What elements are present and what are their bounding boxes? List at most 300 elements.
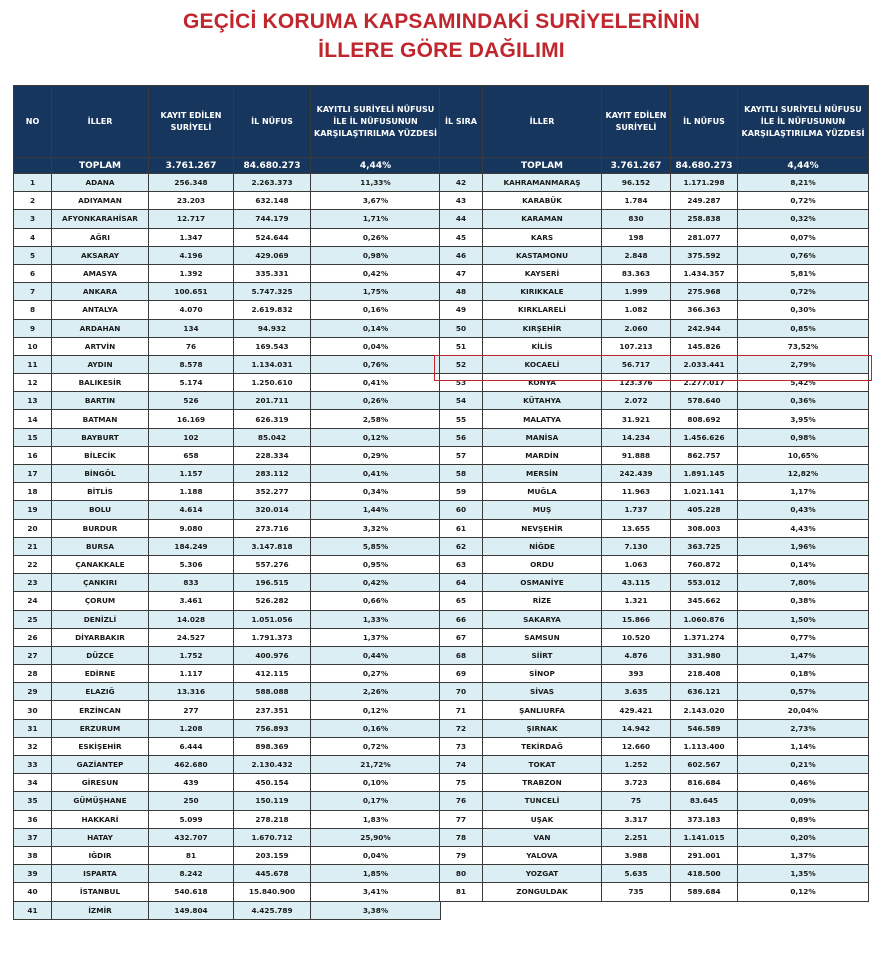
- row-no: 63: [440, 555, 483, 573]
- table-row: [440, 319, 869, 337]
- row-il: BURSA: [52, 537, 149, 555]
- row-kayit: 5.174: [149, 374, 234, 392]
- row-yuzde: 0,44%: [311, 646, 441, 664]
- row-yuzde: 5,85%: [311, 537, 441, 555]
- row-nufus: 228.334: [234, 446, 311, 464]
- row-no: 74: [440, 756, 483, 774]
- row-yuzde: 0,17%: [311, 792, 441, 810]
- row-il: DÜZCE: [52, 646, 149, 664]
- highlight-box: [434, 355, 872, 381]
- row-il: KIRŞEHİR: [483, 319, 602, 337]
- row-yuzde: 0,20%: [738, 828, 869, 846]
- table-row: [440, 810, 869, 828]
- row-nufus: 196.515: [234, 574, 311, 592]
- row-kayit: 43.115: [602, 574, 671, 592]
- row-il: KIRIKKALE: [483, 283, 602, 301]
- row-kayit: 9.080: [149, 519, 234, 537]
- row-no: 36: [14, 810, 52, 828]
- row-yuzde: 0,95%: [311, 555, 441, 573]
- row-no: 24: [14, 592, 52, 610]
- row-kayit: 184.249: [149, 537, 234, 555]
- row-nufus: 94.932: [234, 319, 311, 337]
- row-nufus: 553.012: [671, 574, 738, 592]
- row-yuzde: 0,38%: [738, 592, 869, 610]
- row-no: 14: [14, 410, 52, 428]
- row-il: KOCAELİ: [483, 355, 602, 373]
- row-nufus: 1.371.274: [671, 628, 738, 646]
- row-nufus: 2.130.432: [234, 756, 311, 774]
- header-row: [440, 86, 869, 158]
- row-yuzde: 0,77%: [738, 628, 869, 646]
- row-no: 81: [440, 883, 483, 901]
- row-yuzde: 0,32%: [738, 210, 869, 228]
- row-nufus: 450.154: [234, 774, 311, 792]
- row-yuzde: 0,42%: [311, 574, 441, 592]
- row-il: ADIYAMAN: [52, 192, 149, 210]
- row-nufus: 1.791.373: [234, 628, 311, 646]
- row-nufus: 400.976: [234, 646, 311, 664]
- total-blank: [14, 158, 52, 174]
- row-nufus: 808.692: [671, 410, 738, 428]
- row-il: İZMİR: [52, 901, 149, 919]
- row-il: KAYSERİ: [483, 264, 602, 282]
- row-yuzde: 0,12%: [738, 883, 869, 901]
- header-iller: İLLER: [483, 86, 602, 158]
- table-row: [14, 901, 441, 919]
- table-row: [440, 210, 869, 228]
- row-yuzde: 4,43%: [738, 519, 869, 537]
- table-row: [14, 701, 441, 719]
- row-no: 8: [14, 301, 52, 319]
- row-yuzde: 1,71%: [311, 210, 441, 228]
- total-label: TOPLAM: [52, 158, 149, 174]
- row-nufus: 258.838: [671, 210, 738, 228]
- row-yuzde: 0,66%: [311, 592, 441, 610]
- row-no: 27: [14, 646, 52, 664]
- row-yuzde: 10,65%: [738, 446, 869, 464]
- row-kayit: 149.804: [149, 901, 234, 919]
- row-kayit: 277: [149, 701, 234, 719]
- row-yuzde: 2,58%: [311, 410, 441, 428]
- row-kayit: 4.070: [149, 301, 234, 319]
- row-kayit: 439: [149, 774, 234, 792]
- row-il: ESKİŞEHİR: [52, 737, 149, 755]
- row-il: AMASYA: [52, 264, 149, 282]
- row-no: 31: [14, 719, 52, 737]
- table-row: [14, 283, 441, 301]
- row-kayit: 3.723: [602, 774, 671, 792]
- table-row: [14, 574, 441, 592]
- table-row: [14, 810, 441, 828]
- row-il: OSMANİYE: [483, 574, 602, 592]
- row-yuzde: 0,12%: [311, 701, 441, 719]
- table-row: [14, 646, 441, 664]
- table-row: [440, 192, 869, 210]
- row-no: 38: [14, 846, 52, 864]
- row-nufus: 281.077: [671, 228, 738, 246]
- table-row: [440, 719, 869, 737]
- row-kayit: 10.520: [602, 628, 671, 646]
- table-row: [440, 465, 869, 483]
- row-nufus: 1.060.876: [671, 610, 738, 628]
- row-no: 2: [14, 192, 52, 210]
- table-row: [14, 846, 441, 864]
- row-nufus: 201.711: [234, 392, 311, 410]
- row-kayit: 8.242: [149, 865, 234, 883]
- row-il: BİNGÖL: [52, 465, 149, 483]
- row-il: KÜTAHYA: [483, 392, 602, 410]
- row-yuzde: 0,34%: [311, 483, 441, 501]
- header-il-sira: İL SIRA: [440, 86, 483, 158]
- row-yuzde: 0,30%: [738, 301, 869, 319]
- table-row: [440, 592, 869, 610]
- row-nufus: 1.051.056: [234, 610, 311, 628]
- header-nufus: İL NÜFUS: [234, 86, 311, 158]
- row-kayit: 31.921: [602, 410, 671, 428]
- table-row: [440, 846, 869, 864]
- row-no: 7: [14, 283, 52, 301]
- row-il: ADANA: [52, 174, 149, 192]
- row-no: 32: [14, 737, 52, 755]
- row-nufus: 363.725: [671, 537, 738, 555]
- row-nufus: 429.069: [234, 246, 311, 264]
- row-nufus: 85.042: [234, 428, 311, 446]
- header-yuzde: KAYITLI SURİYELİ NÜFUSU İLE İL NÜFUSUNUN KARŞILAŞTIRILMA YÜZDESİ: [738, 86, 869, 158]
- total-kayit: 3.761.267: [149, 158, 234, 174]
- row-il: BURDUR: [52, 519, 149, 537]
- header-kayit: KAYIT EDİLEN SURİYELİ: [602, 86, 671, 158]
- row-yuzde: 2,79%: [738, 355, 869, 373]
- row-nufus: 898.369: [234, 737, 311, 755]
- row-kayit: 13.655: [602, 519, 671, 537]
- row-kayit: 11.963: [602, 483, 671, 501]
- table-row: [440, 483, 869, 501]
- row-no: 72: [440, 719, 483, 737]
- table-row: [440, 628, 869, 646]
- row-il: ARDAHAN: [52, 319, 149, 337]
- row-il: KARS: [483, 228, 602, 246]
- row-nufus: 283.112: [234, 465, 311, 483]
- row-kayit: 658: [149, 446, 234, 464]
- row-il: MANİSA: [483, 428, 602, 446]
- row-kayit: 3.988: [602, 846, 671, 864]
- row-no: 59: [440, 483, 483, 501]
- row-kayit: 526: [149, 392, 234, 410]
- row-kayit: 830: [602, 210, 671, 228]
- row-no: 41: [14, 901, 52, 919]
- row-il: VAN: [483, 828, 602, 846]
- table-row: [14, 392, 441, 410]
- table-row: [440, 428, 869, 446]
- row-no: 49: [440, 301, 483, 319]
- row-yuzde: 0,85%: [738, 319, 869, 337]
- row-no: 75: [440, 774, 483, 792]
- row-il: AKSARAY: [52, 246, 149, 264]
- row-nufus: 15.840.900: [234, 883, 311, 901]
- table-row: [14, 192, 441, 210]
- table-row: [440, 337, 869, 355]
- row-nufus: 636.121: [671, 683, 738, 701]
- row-yuzde: 1,37%: [738, 846, 869, 864]
- row-no: 30: [14, 701, 52, 719]
- row-il: YALOVA: [483, 846, 602, 864]
- row-il: TUNCELİ: [483, 792, 602, 810]
- row-il: ÇANKIRI: [52, 574, 149, 592]
- row-kayit: 1.737: [602, 501, 671, 519]
- table-row: [14, 865, 441, 883]
- row-kayit: 15.866: [602, 610, 671, 628]
- row-il: NEVŞEHİR: [483, 519, 602, 537]
- row-kayit: 23.203: [149, 192, 234, 210]
- row-no: 34: [14, 774, 52, 792]
- table-row: [440, 301, 869, 319]
- row-yuzde: 1,83%: [311, 810, 441, 828]
- row-nufus: 626.319: [234, 410, 311, 428]
- row-il: DİYARBAKIR: [52, 628, 149, 646]
- title-line-2: İLLERE GÖRE DAĞILIMI: [318, 39, 565, 62]
- table-row: [440, 264, 869, 282]
- row-yuzde: 0,72%: [738, 283, 869, 301]
- row-kayit: 91.888: [602, 446, 671, 464]
- row-nufus: 218.408: [671, 665, 738, 683]
- row-no: 4: [14, 228, 52, 246]
- row-kayit: 1.784: [602, 192, 671, 210]
- row-no: 40: [14, 883, 52, 901]
- row-il: KARAMAN: [483, 210, 602, 228]
- row-yuzde: 0,76%: [311, 355, 441, 373]
- row-nufus: 578.640: [671, 392, 738, 410]
- row-kayit: 12.717: [149, 210, 234, 228]
- row-yuzde: 1,47%: [738, 646, 869, 664]
- row-yuzde: 1,85%: [311, 865, 441, 883]
- table-row: [14, 410, 441, 428]
- table-row: [14, 883, 441, 901]
- table-row: [14, 355, 441, 373]
- row-kayit: 3.461: [149, 592, 234, 610]
- row-yuzde: 2,26%: [311, 683, 441, 701]
- row-il: SAMSUN: [483, 628, 602, 646]
- row-no: 60: [440, 501, 483, 519]
- row-kayit: 735: [602, 883, 671, 901]
- row-yuzde: 21,72%: [311, 756, 441, 774]
- row-nufus: 1.141.015: [671, 828, 738, 846]
- row-il: HAKKARİ: [52, 810, 149, 828]
- row-nufus: 816.684: [671, 774, 738, 792]
- row-il: GAZİANTEP: [52, 756, 149, 774]
- row-il: SİVAS: [483, 683, 602, 701]
- row-kayit: 4.614: [149, 501, 234, 519]
- row-il: YOZGAT: [483, 865, 602, 883]
- row-nufus: 588.088: [234, 683, 311, 701]
- row-yuzde: 1,37%: [311, 628, 441, 646]
- row-yuzde: 1,33%: [311, 610, 441, 628]
- row-il: BAYBURT: [52, 428, 149, 446]
- row-il: GÜMÜŞHANE: [52, 792, 149, 810]
- table-row: [14, 428, 441, 446]
- row-nufus: 242.944: [671, 319, 738, 337]
- row-nufus: 1.456.626: [671, 428, 738, 446]
- row-kayit: 8.578: [149, 355, 234, 373]
- row-il: TEKİRDAĞ: [483, 737, 602, 755]
- row-kayit: 75: [602, 792, 671, 810]
- table-row: [440, 392, 869, 410]
- table-row: [14, 465, 441, 483]
- row-nufus: 445.678: [234, 865, 311, 883]
- row-yuzde: 1,96%: [738, 537, 869, 555]
- row-yuzde: 1,44%: [311, 501, 441, 519]
- row-il: SİİRT: [483, 646, 602, 664]
- row-nufus: 1.250.610: [234, 374, 311, 392]
- row-no: 42: [440, 174, 483, 192]
- row-nufus: 273.716: [234, 519, 311, 537]
- row-no: 66: [440, 610, 483, 628]
- row-kayit: 432.707: [149, 828, 234, 846]
- row-no: 26: [14, 628, 52, 646]
- row-kayit: 1.063: [602, 555, 671, 573]
- row-no: 21: [14, 537, 52, 555]
- row-nufus: 145.826: [671, 337, 738, 355]
- row-yuzde: 0,26%: [311, 228, 441, 246]
- row-yuzde: 0,89%: [738, 810, 869, 828]
- row-yuzde: 1,17%: [738, 483, 869, 501]
- header-iller: İLLER: [52, 86, 149, 158]
- row-nufus: 249.287: [671, 192, 738, 210]
- total-nufus: 84.680.273: [671, 158, 738, 174]
- row-no: 61: [440, 519, 483, 537]
- table-row: [14, 537, 441, 555]
- row-nufus: 3.147.818: [234, 537, 311, 555]
- row-il: BİTLİS: [52, 483, 149, 501]
- row-il: ÇORUM: [52, 592, 149, 610]
- row-no: 58: [440, 465, 483, 483]
- row-kayit: 1.117: [149, 665, 234, 683]
- row-yuzde: 0,18%: [738, 665, 869, 683]
- header-nufus: İL NÜFUS: [671, 86, 738, 158]
- row-yuzde: 0,46%: [738, 774, 869, 792]
- row-kayit: 1.321: [602, 592, 671, 610]
- table-row: [14, 501, 441, 519]
- row-nufus: 546.589: [671, 719, 738, 737]
- total-row: [14, 158, 441, 174]
- row-nufus: 2.033.441: [671, 355, 738, 373]
- row-yuzde: 0,14%: [311, 319, 441, 337]
- row-nufus: 352.277: [234, 483, 311, 501]
- row-kayit: 1.347: [149, 228, 234, 246]
- row-kayit: 76: [149, 337, 234, 355]
- row-kayit: 429.421: [602, 701, 671, 719]
- row-kayit: 12.660: [602, 737, 671, 755]
- row-no: 68: [440, 646, 483, 664]
- row-il: AFYONKARAHİSAR: [52, 210, 149, 228]
- row-no: 35: [14, 792, 52, 810]
- row-no: 3: [14, 210, 52, 228]
- row-nufus: 2.143.020: [671, 701, 738, 719]
- row-nufus: 373.183: [671, 810, 738, 828]
- row-nufus: 1.670.712: [234, 828, 311, 846]
- row-kayit: 134: [149, 319, 234, 337]
- row-kayit: 833: [149, 574, 234, 592]
- row-kayit: 1.208: [149, 719, 234, 737]
- row-yuzde: 0,27%: [311, 665, 441, 683]
- row-il: MUŞ: [483, 501, 602, 519]
- row-yuzde: 0,98%: [738, 428, 869, 446]
- total-kayit: 3.761.267: [602, 158, 671, 174]
- row-kayit: 242.439: [602, 465, 671, 483]
- title-line-1: GEÇİCİ KORUMA KAPSAMINDAKİ SURİYELERİNİN: [182, 10, 701, 33]
- row-kayit: 1.252: [602, 756, 671, 774]
- table-row: [14, 774, 441, 792]
- row-nufus: 1.171.298: [671, 174, 738, 192]
- row-yuzde: 8,21%: [738, 174, 869, 192]
- row-il: KASTAMONU: [483, 246, 602, 264]
- table-row: [440, 537, 869, 555]
- row-no: 67: [440, 628, 483, 646]
- row-nufus: 2.277.017: [671, 374, 738, 392]
- row-yuzde: 1,14%: [738, 737, 869, 755]
- table-row: [440, 701, 869, 719]
- row-il: AYDIN: [52, 355, 149, 373]
- row-il: MALATYA: [483, 410, 602, 428]
- row-kayit: 16.169: [149, 410, 234, 428]
- row-no: 73: [440, 737, 483, 755]
- table-row: [14, 792, 441, 810]
- row-nufus: 278.218: [234, 810, 311, 828]
- row-yuzde: 3,67%: [311, 192, 441, 210]
- total-yuzde: 4,44%: [738, 158, 869, 174]
- row-yuzde: 0,04%: [311, 846, 441, 864]
- row-no: 69: [440, 665, 483, 683]
- table-row: [440, 683, 869, 701]
- row-no: 77: [440, 810, 483, 828]
- table-row: [14, 319, 441, 337]
- row-no: 39: [14, 865, 52, 883]
- table-row: [440, 865, 869, 883]
- row-kayit: 7.130: [602, 537, 671, 555]
- row-kayit: 1.752: [149, 646, 234, 664]
- row-yuzde: 5,42%: [738, 374, 869, 392]
- row-no: 80: [440, 865, 483, 883]
- row-kayit: 14.028: [149, 610, 234, 628]
- table-row: [440, 665, 869, 683]
- row-yuzde: 0,76%: [738, 246, 869, 264]
- row-il: ANTALYA: [52, 301, 149, 319]
- row-no: 46: [440, 246, 483, 264]
- row-no: 48: [440, 283, 483, 301]
- row-nufus: 862.757: [671, 446, 738, 464]
- total-yuzde: 4,44%: [311, 158, 441, 174]
- row-il: MARDİN: [483, 446, 602, 464]
- row-kayit: 4.876: [602, 646, 671, 664]
- row-kayit: 3.635: [602, 683, 671, 701]
- row-yuzde: 1,35%: [738, 865, 869, 883]
- row-nufus: 83.645: [671, 792, 738, 810]
- table-row: [14, 828, 441, 846]
- row-no: 25: [14, 610, 52, 628]
- row-no: 45: [440, 228, 483, 246]
- table-row: [440, 519, 869, 537]
- row-yuzde: 0,14%: [738, 555, 869, 573]
- row-kayit: 83.363: [602, 264, 671, 282]
- row-il: KİLİS: [483, 337, 602, 355]
- row-yuzde: 0,57%: [738, 683, 869, 701]
- row-no: 76: [440, 792, 483, 810]
- row-kayit: 100.651: [149, 283, 234, 301]
- row-kayit: 3.317: [602, 810, 671, 828]
- row-kayit: 107.213: [602, 337, 671, 355]
- row-yuzde: 0,21%: [738, 756, 869, 774]
- total-label: TOPLAM: [483, 158, 602, 174]
- row-yuzde: 0,16%: [311, 301, 441, 319]
